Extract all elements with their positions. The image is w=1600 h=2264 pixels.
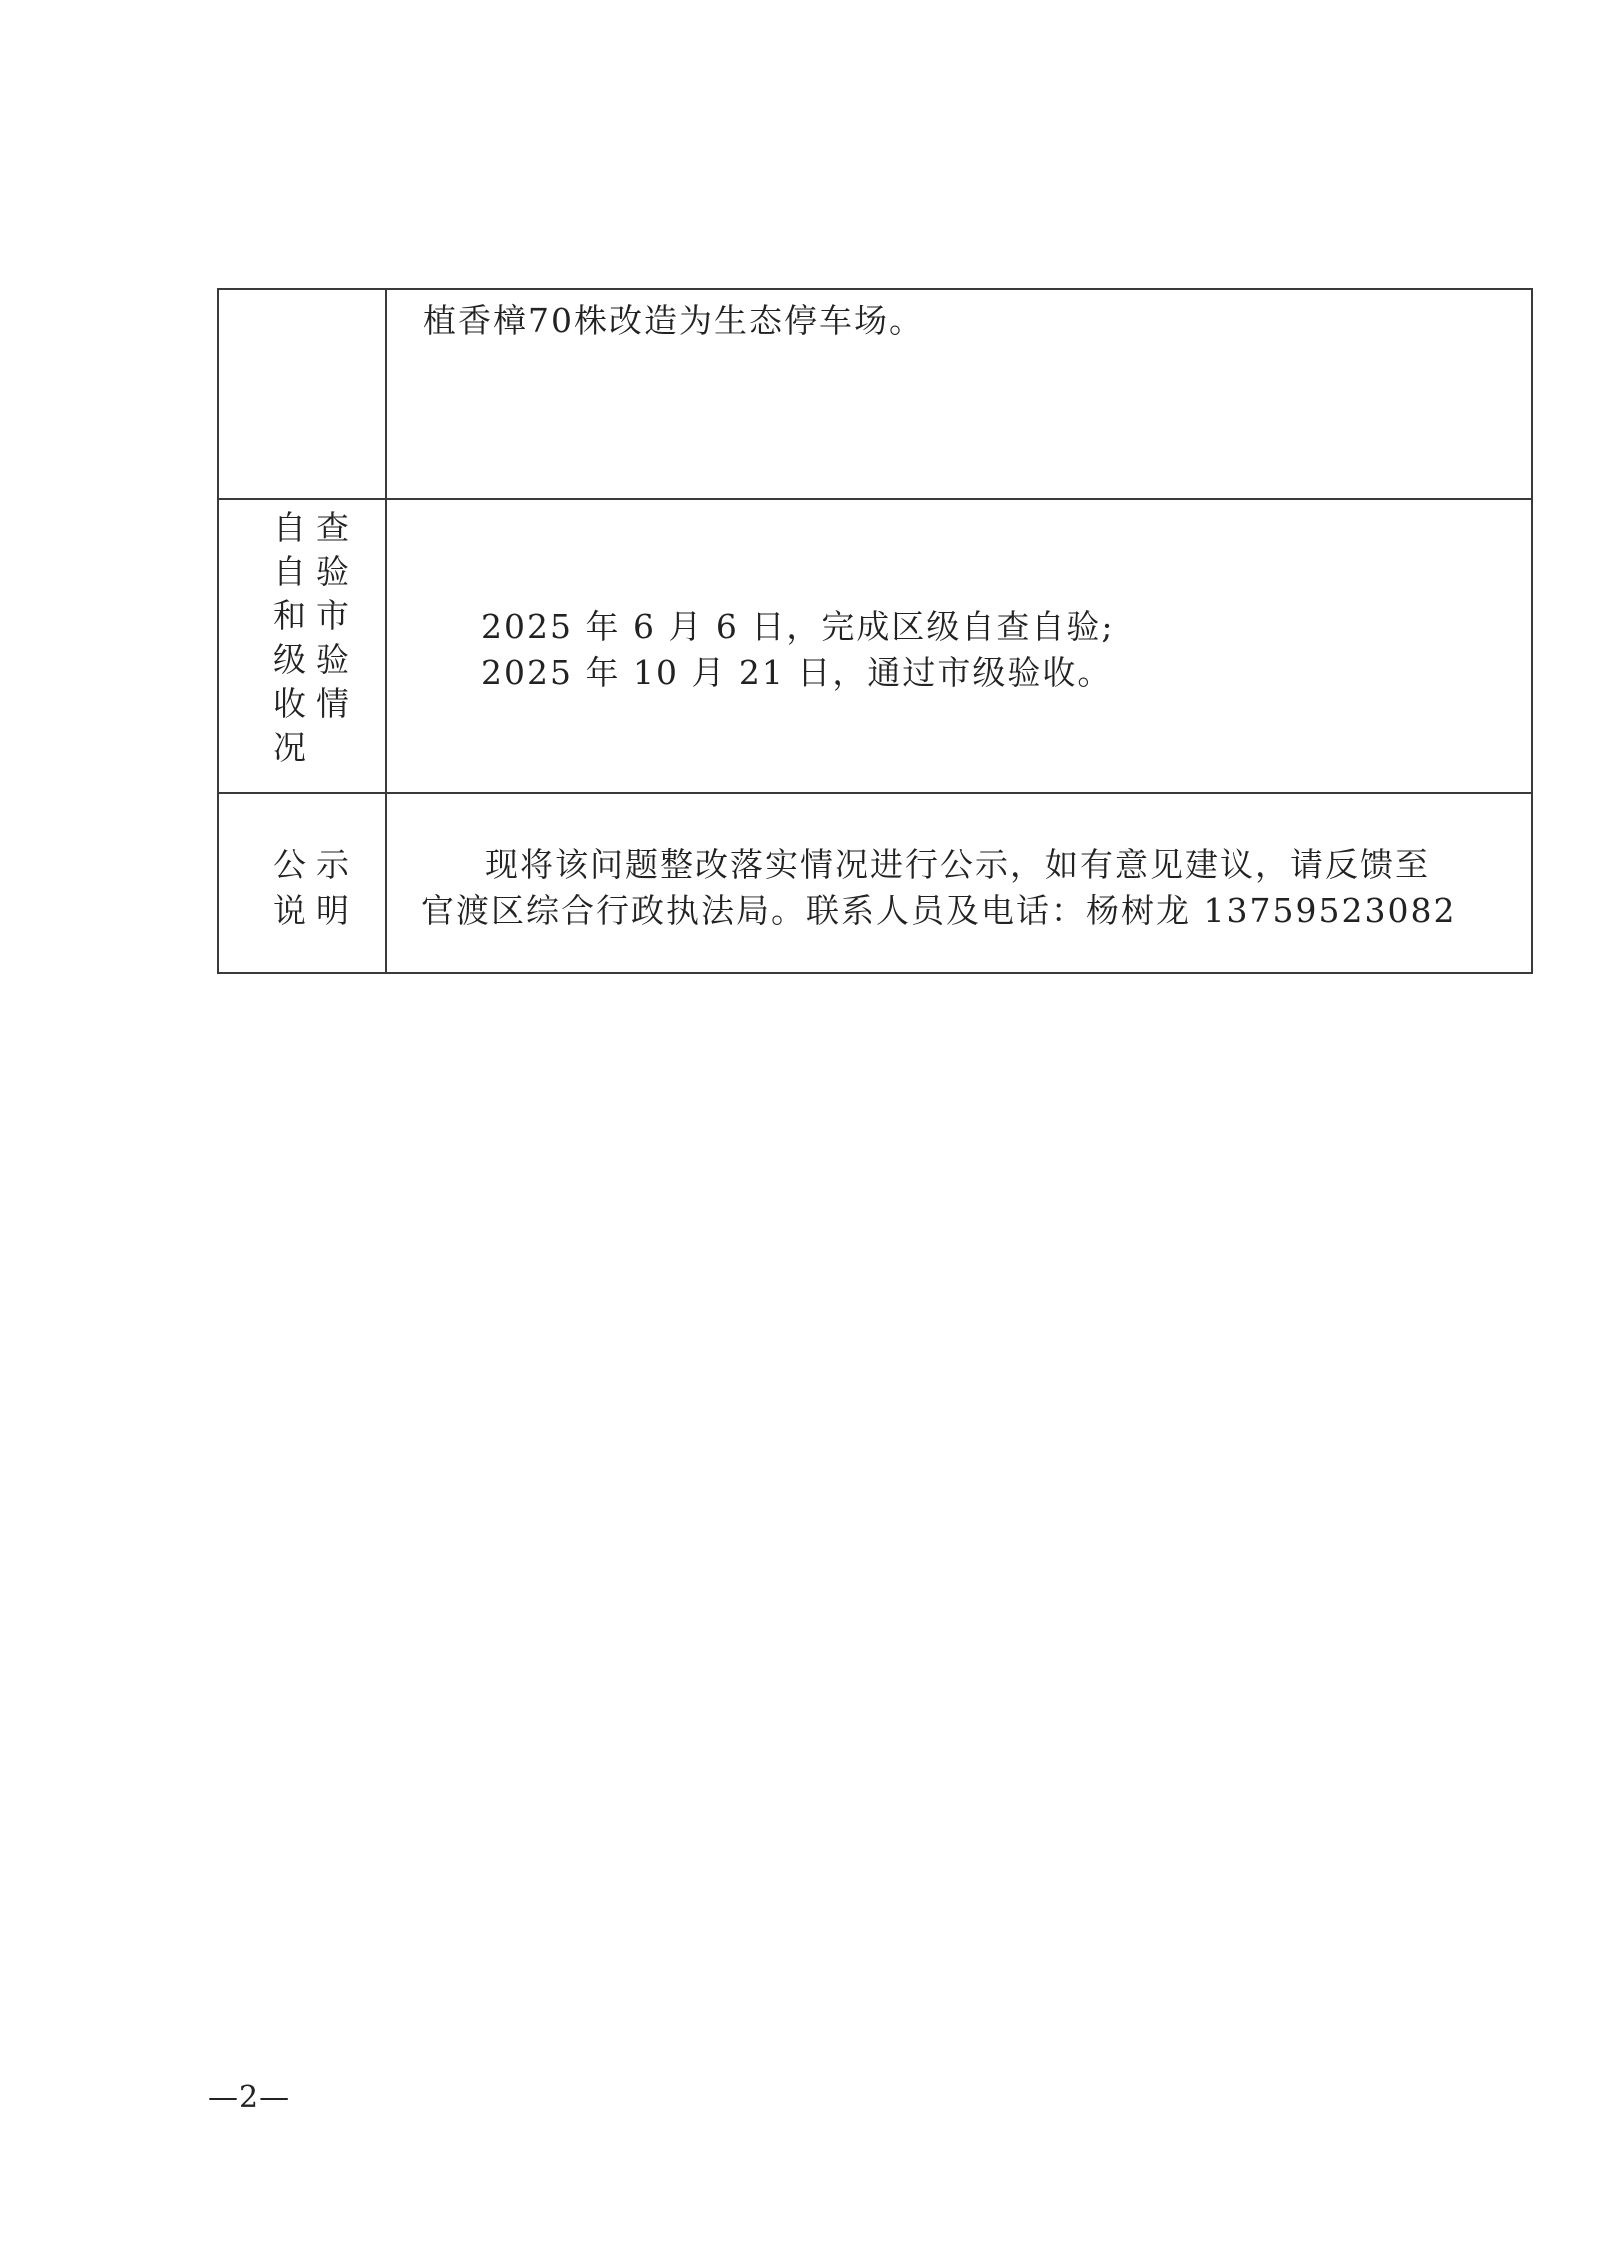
notice-text xyxy=(387,794,1531,934)
notice-line-1: 现将该问题整改落实情况进行公示，如有意见建议，请反馈至 xyxy=(485,845,1430,884)
label-line: 自验 xyxy=(273,552,359,591)
label-line: 级验 xyxy=(273,640,359,679)
label-line: 自查 xyxy=(273,508,359,547)
row1-content-text: 植香樟70株改造为生态停车场。 xyxy=(423,301,924,340)
label-line: 和市 xyxy=(273,596,359,635)
notice-line-2: 官渡区综合行政执法局。联系人员及电话：杨树龙 13759523082 xyxy=(421,891,1457,930)
row3-content-cell xyxy=(386,793,1532,973)
label-line: 公示 xyxy=(273,845,359,884)
page-number: —2— xyxy=(208,2080,291,2115)
notice-label xyxy=(219,794,385,934)
row1-label-cell xyxy=(218,289,386,499)
row3-label-cell xyxy=(218,793,386,973)
label-line: 况 xyxy=(273,728,316,767)
rectification-table xyxy=(217,288,1533,974)
district-self-check-line: 2025 年 6 月 6 日，完成区级自查自验; xyxy=(481,607,1115,646)
row2-label-cell xyxy=(218,499,386,793)
row2-content-cell xyxy=(386,499,1532,793)
table-row xyxy=(218,793,1532,973)
label-line: 说明 xyxy=(273,891,359,930)
city-acceptance-line: 2025 年 10 月 21 日，通过市级验收。 xyxy=(481,653,1113,692)
acceptance-dates xyxy=(387,500,1531,696)
row1-content-cell xyxy=(386,289,1532,499)
table-row xyxy=(218,499,1532,793)
self-check-label xyxy=(219,500,385,770)
table-row xyxy=(218,289,1532,499)
label-line: 收情 xyxy=(273,684,359,723)
